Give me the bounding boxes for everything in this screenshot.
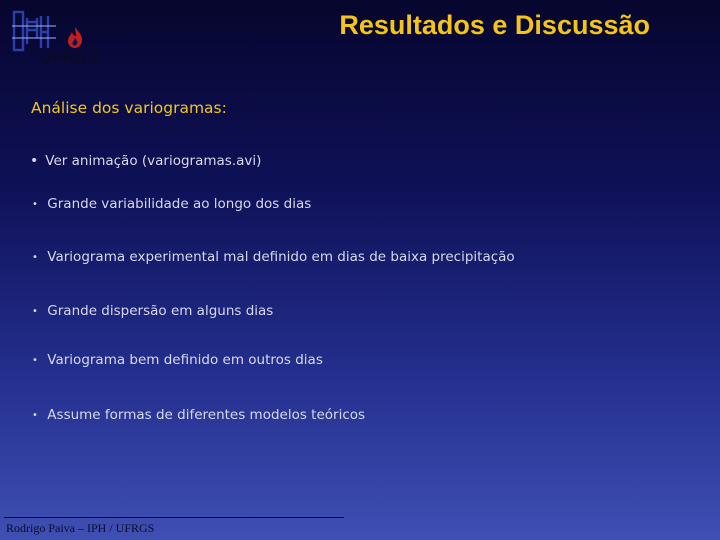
bullet-dot-icon: • bbox=[32, 410, 38, 421]
bullet-item bbox=[30, 153, 261, 169]
slide-title: Resultados e Discussão bbox=[339, 10, 650, 40]
bullet-text: Grande variabilidade ao longo dos dias bbox=[47, 196, 312, 212]
bullet-item bbox=[32, 249, 515, 265]
bullet-item bbox=[32, 352, 323, 368]
bullet-item bbox=[32, 196, 311, 212]
bullet-dot-icon: • bbox=[32, 306, 38, 317]
bullet-text: Ver animação (variogramas.avi) bbox=[45, 153, 262, 169]
bullet-dot-icon: • bbox=[32, 252, 38, 263]
ufrgs-flame-icon bbox=[64, 26, 86, 50]
bullet-item bbox=[32, 303, 273, 319]
bullet-dot-icon: • bbox=[32, 355, 38, 366]
ufrgs-logo-text: UFRGS bbox=[40, 50, 99, 67]
bullet-text: Assume formas de diferentes modelos teóricos bbox=[47, 407, 366, 423]
bullet-text: Grande dispersão em alguns dias bbox=[47, 303, 274, 319]
ufrgs-logo bbox=[40, 26, 120, 74]
bullet-dot-icon: • bbox=[30, 153, 39, 169]
bullet-text: Variograma bem definido em outros dias bbox=[47, 352, 323, 368]
bullet-text: Variograma experimental mal definido em dias de baixa precipitação bbox=[47, 249, 515, 265]
footer-credit: Rodrigo Paiva – IPH / UFRGS bbox=[6, 521, 155, 535]
bullet-item bbox=[32, 407, 365, 423]
section-subtitle: Análise dos variogramas: bbox=[31, 99, 227, 117]
bullet-dot-icon: • bbox=[32, 199, 38, 210]
footer-divider bbox=[4, 517, 344, 518]
